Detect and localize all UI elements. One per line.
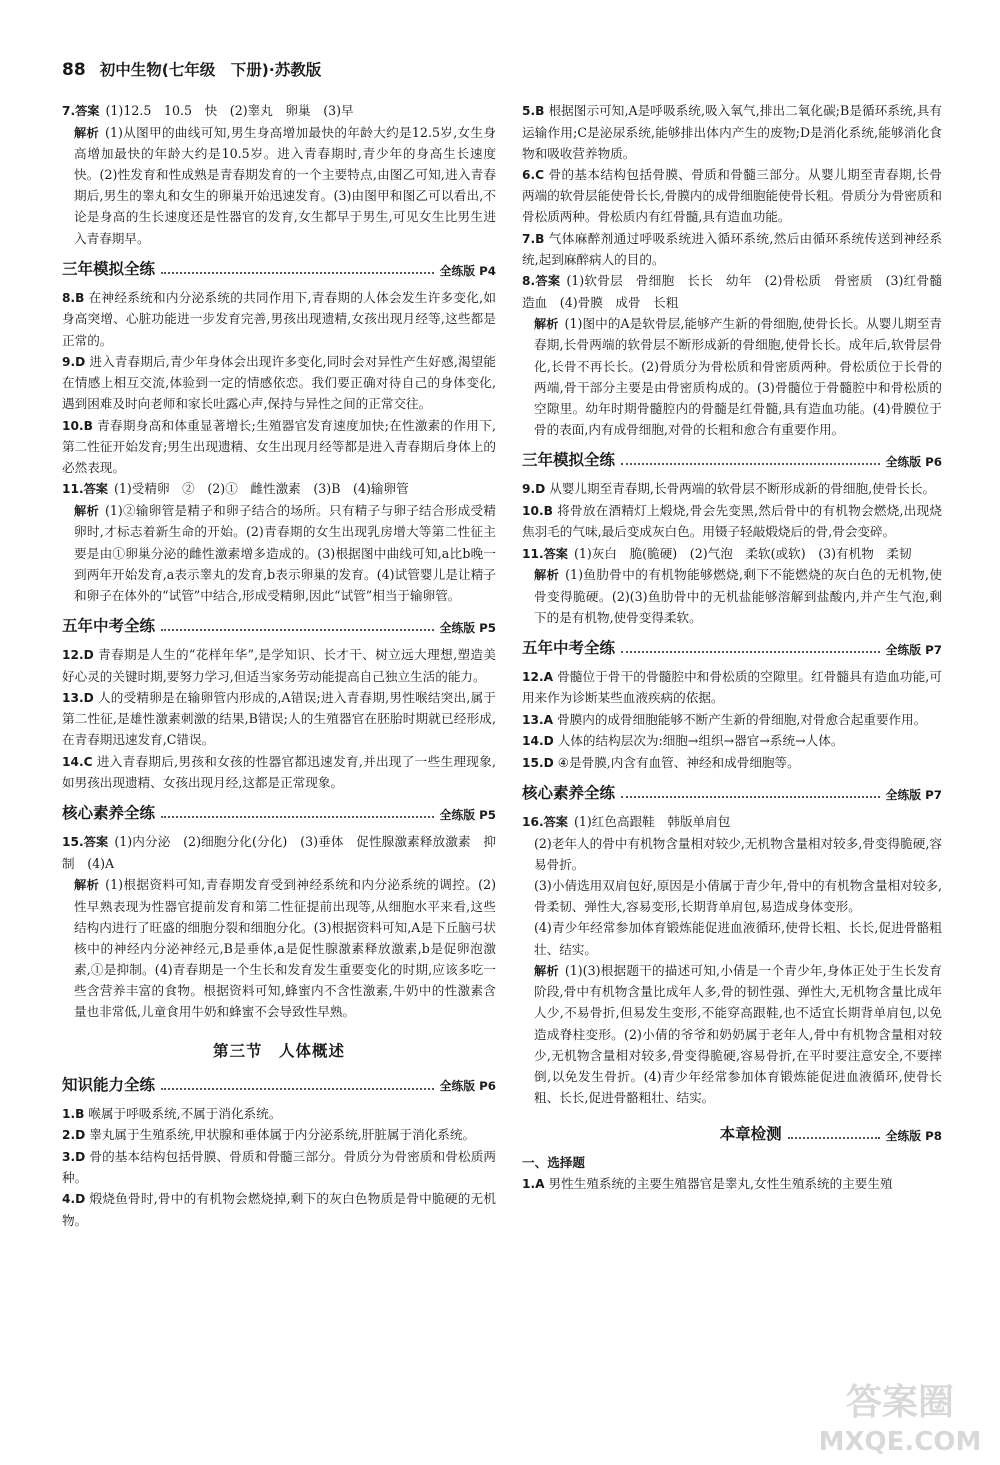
answer-q15: 15.答案 (1)内分泌 (2)细胞分化(分化) (3)垂体 促性腺激素释放激素 抑制 (4)A bbox=[62, 834, 496, 871]
explanation-q16: 解析 (1)(3)根据题干的描述可知,小倩是一个青少年,身体正处于生长发育阶段,骨中有机物含量比成年人多,骨的韧性强、弹性大,无机物含量比成年人少,不易骨折,但易发生变形,不能穿高跟鞋,也不适宜长期背单肩包,以免造成脊柱变形。(2)小倩的爷爷和奶奶属于老年人,骨中有机物含量相对较少,无机物含量相对较多,骨变得脆硬,容易骨折,在平时要注意安全,不要摔倒,以免发生骨折。(4)青少年经常参加体育锻炼能促进血液循环,使骨长粗、长长,促进骨骼粗壮、结实。 bbox=[534, 962, 943, 1105]
answer-q13: 13.A 骨膜内的成骨细胞能够不断产生新的骨细胞,对骨愈合起重要作用。 bbox=[522, 711, 927, 727]
answer-q2: 2.D 睾丸属于生殖系统,甲状腺和垂体属于内分泌系统,肝脏属于消化系统。 bbox=[62, 1127, 476, 1143]
section-heading: 核心素养全练 全练版 P5 bbox=[62, 804, 496, 823]
answer-q16-part2: (2)老年人的骨中有机物含量相对较少,无机物含量相对较多,骨变得脆硬,容易骨折。 bbox=[534, 835, 942, 872]
chapter-test-heading: 本章检测 全练版 P8 bbox=[719, 1125, 942, 1144]
answer-q1: 1.B 喉属于呼吸系统,不属于消化系统。 bbox=[62, 1105, 282, 1121]
dotted-leader bbox=[621, 463, 880, 465]
answer-q16: 16.答案 (1)红色高跟鞋 韩版单肩包 bbox=[522, 814, 731, 830]
answer-q16-part4: (4)青少年经常参加体育锻炼能促进血液循环,使骨长粗、长长,促进骨骼粗壮、结实。 bbox=[534, 920, 942, 957]
answer-q5: 5.B 根据图示可知,A是呼吸系统,吸入氧气,排出二氧化碳;B是循环系统,具有运输作用;C是泌尿系统,能够排出体内产生的废物;D是消化系统,能够消化食物和吸收营养物质。 bbox=[522, 103, 942, 161]
dotted-leader bbox=[161, 816, 434, 818]
answer-q11: 11.答案 (1)受精卵 ② (2)① 雌性激素 (3)B (4)输卵管 bbox=[62, 481, 409, 497]
watermark-logo bbox=[812, 1372, 988, 1458]
section-heading: 五年中考全练 全练版 P7 bbox=[522, 638, 942, 657]
section-heading: 核心素养全练 全练版 P7 bbox=[522, 784, 942, 803]
answer-q11: 11.答案 (1)灰白 脆(脆硬) (2)气泡 柔软(或软) (3)有机物 柔韧 bbox=[522, 545, 912, 561]
answer-q7: 7.B 气体麻醉剂通过呼吸系统进入循环系统,然后由循环系统传送到神经系统,起到麻醉病人的目的。 bbox=[522, 230, 942, 268]
explanation-q7: 解析 (1)从图甲的曲线可知,男生身高增加最快的年龄大约是12.5岁,女生身高增加最快的年龄大约是10.5岁。进入青春期时,青少年的身高生长速度快。(2)性发育和性成熟是青春期发育的一个主要特点,由图乙可知,进入青春期后,男生的睾丸和女生的卵巢开始迅速发育。(3)由图甲和图乙可以看出,不论是身高的生长速度还是性器官的发育,女生都早于男生,可见女生比男生进入青春期早。 bbox=[74, 124, 497, 246]
watermark-text: 答案圈 bbox=[845, 1382, 955, 1423]
section-heading: 五年中考全练 全练版 P5 bbox=[62, 616, 496, 635]
dotted-leader bbox=[621, 651, 880, 653]
answer-q12: 12.D 青春期是人生的“花样年华”,是学知识、长才干、树立远大理想,塑造美好心灵的关键时期,要努力学习,但适当家务劳动能提高自己独立生活的能力。 bbox=[62, 647, 496, 684]
section-heading: 三年模拟全练 全练版 P6 bbox=[522, 451, 942, 470]
answer-q14: 14.C 进入青春期后,男孩和女孩的性器官都迅速发育,并出现了一些生理现象,如男孩出现遗精、女孩出现月经,这都是正常现象。 bbox=[62, 753, 496, 791]
dotted-leader bbox=[161, 629, 434, 631]
answer-q1: 1.A 男性生殖系统的主要生殖器官是睾丸,女性生殖系统的主要生殖 bbox=[522, 1176, 893, 1192]
explanation-q11: 解析 (1)②输卵管是精子和卵子结合的场所。只有精子与卵子结合形成受精卵时,才标志着新生命的开始。(2)青春期的女生出现乳房增大等第二性征主要是由①卵巢分泌的雌性激素增多造成的。(3)根据图中曲线可知,a比b晚一到两年开始发育,a表示睾丸的发育,b表示卵巢的发育。(4)试管婴儿是让精子和卵子在体外的“试管”中结合,形成受精卵,因此“试管”相当于输卵管。 bbox=[74, 502, 497, 603]
right-column bbox=[522, 100, 955, 1195]
answer-q13: 13.D 人的受精卵是在输卵管内形成的,A错误;进入青春期,男性喉结突出,属于第二性征,是雄性激素刺激的结果,B错误;人的生殖器官在胚胎时期就已经形成,在青春期迅速发育,C错误。 bbox=[62, 689, 496, 748]
watermark-url: MXQE.COM bbox=[818, 1427, 982, 1457]
dotted-leader bbox=[788, 1137, 880, 1139]
answer-q16-part3: (3)小倩选用双肩包好,原因是小倩属于青少年,骨中的有机物含量相对较多,骨柔韧、弹性大,容易变形,长期背单肩包,易造成身体变形。 bbox=[534, 878, 942, 915]
answer-q14: 14.D 人体的结构层次为:细胞→组织→器官→系统→人体。 bbox=[522, 733, 844, 749]
book-title: 初中生物(七年级 下册)·苏教版 bbox=[99, 61, 322, 79]
answer-q7: 7.答案 (1)12.5 10.5 快 (2)睾丸 卵巢 (3)早 bbox=[62, 103, 354, 118]
part-heading: 一、选择题 bbox=[522, 1155, 585, 1171]
dotted-leader bbox=[161, 272, 434, 274]
section-heading: 三年模拟全练 全练版 P4 bbox=[62, 259, 496, 278]
page-number: 88 bbox=[62, 60, 86, 80]
answer-q12: 12.A 骨髓位于骨干的骨髓腔中和骨松质的空隙里。红骨髓具有造血功能,可用来作为诊断某些血液疾病的依据。 bbox=[522, 668, 942, 706]
page-header bbox=[62, 56, 321, 86]
answer-q3: 3.D 骨的基本结构包括骨膜、骨质和骨髓三部分。骨质分为骨密质和骨松质两种。 bbox=[62, 1148, 496, 1186]
section-heading: 知识能力全练 全练版 P6 bbox=[62, 1075, 496, 1094]
answer-q6: 6.C 骨的基本结构包括骨膜、骨质和骨髓三部分。从婴儿期至青春期,长骨两端的软骨层能使骨长长,骨膜内的成骨细胞能使骨长粗。骨质分为骨密质和骨松质两种。骨松质内有红骨髓,具有造血功能。 bbox=[522, 166, 942, 225]
answer-q9: 9.D 从婴儿期至青春期,长骨两端的软骨层不断形成新的骨细胞,使骨长长。 bbox=[522, 481, 936, 497]
answer-q4: 4.D 煅烧鱼骨时,骨中的有机物会燃烧掉,剩下的灰白色物质是骨中脆硬的无机物。 bbox=[62, 1191, 496, 1228]
chapter-title: 第三节 人体概述 bbox=[212, 1042, 345, 1061]
dotted-leader bbox=[161, 1088, 434, 1090]
dotted-leader bbox=[621, 796, 880, 798]
answer-q8: 8.答案 (1)软骨层 骨细胞 长长 幼年 (2)骨松质 骨密质 (3)红骨髓 造血 (4)骨膜 成骨 长粗 bbox=[522, 273, 955, 310]
answer-q10: 10.B 青春期身高和体重显著增长;生殖器官发育速度加快;在性激素的作用下,第二性征开始发育;男生出现遗精、女生出现月经等都是进入青春期后身体上的必然表现。 bbox=[62, 417, 496, 476]
explanation-q15: 解析 (1)根据资料可知,青春期发育受到神经系统和内分泌系统的调控。(2)性早熟表现为性器官提前发育和第二性征提前出现等,从细胞水平来看,这些结构内进行了旺盛的细胞分裂和细胞分化。(3)根据资料可知,A是下丘脑弓状核中的神经内分泌神经元,B是垂体,a是促性腺激素释放激素,b是促卵泡激素,①是抑制。(4)青春期是一个生长和发育发生重要变化的时期,应该多吃一些含营养丰富的食物。根据资料可知,蜂蜜内不含性激素,牛奶中的性激素含量也非常低,儿童食用牛奶和蜂蜜不会导致性早熟。 bbox=[74, 877, 497, 1020]
left-column bbox=[62, 100, 496, 1231]
explanation-q11: 解析 (1)鱼肋骨中的有机物能够燃烧,剩下不能燃烧的灰白色的无机物,使骨变得脆硬。(2)(3)鱼肋骨中的无机盐能够溶解到盐酸内,并产生气泡,剩下的是有机物,使骨变得柔软。 bbox=[534, 567, 942, 625]
explanation-q8: 解析 (1)图中的A是软骨层,能够产生新的骨细胞,使骨长长。从婴儿期至青春期,长骨两端的软骨层不断形成新的骨细胞,使骨长长。成年后,软骨层骨化,长骨不再长长。(2)骨质分为骨松质和骨密质两种。骨松质位于长骨的两端,骨干部分主要是由骨密质构成的。(3)骨髓位于骨髓腔中和骨松质的空隙里。幼年时期骨髓腔内的骨髓是红骨髓,具有造血功能。(4)骨膜位于骨的表面,内有成骨细胞,对骨的长粗和愈合有重要作用。 bbox=[534, 315, 942, 438]
answer-q15: 15.D ④是骨膜,内含有血管、神经和成骨细胞等。 bbox=[522, 754, 800, 770]
answer-q9: 9.D 进入青春期后,青少年身体会出现许多变化,同时会对异性产生好感,渴望能在情感上相互交流,体验到一定的情感依恋。我们要正确对待自己的身体变化,遇到困难及时向老师和家长吐露心声,保持与异性之间的正常交往。 bbox=[62, 353, 496, 412]
answer-q8: 8.B 在神经系统和内分泌系统的共同作用下,青春期的人体会发生许多变化,如身高突增、心脏功能进一步发育完善,男孩出现遗精,女孩出现月经等,这些都是正常的。 bbox=[62, 289, 496, 348]
answer-q10: 10.B 将骨放在酒精灯上煅烧,骨会先变黑,然后骨中的有机物会燃烧,出现烧焦羽毛的气味,最后变成灰白色。用镊子轻敲煅烧后的骨,骨会变碎。 bbox=[522, 502, 942, 540]
